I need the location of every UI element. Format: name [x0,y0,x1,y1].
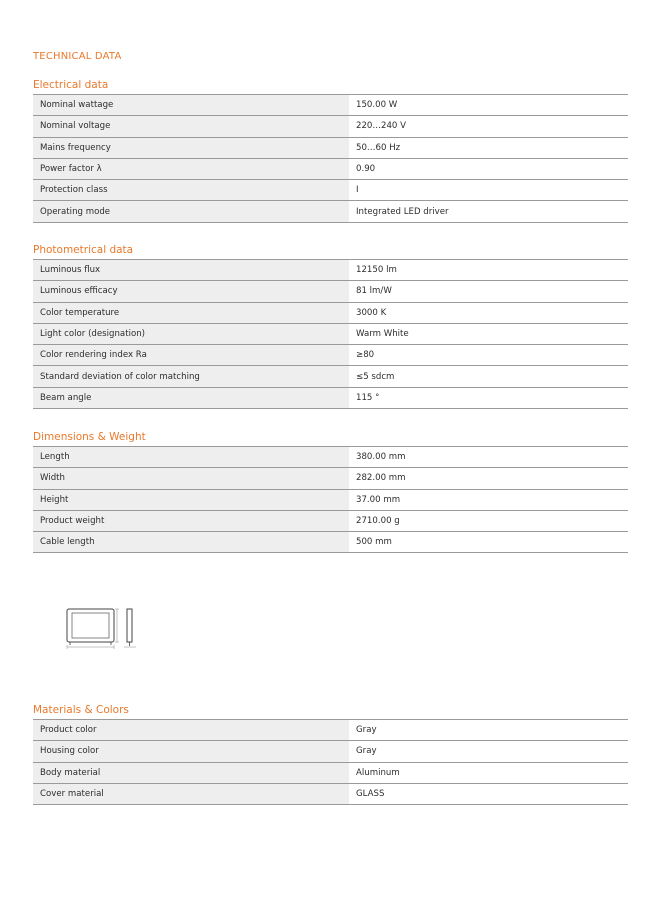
spec-label: Length [33,447,349,468]
spec-label: Mains frequency [33,137,349,158]
spec-value: 150.00 W [349,95,628,116]
spec-label: Nominal wattage [33,95,349,116]
table-row [33,95,628,116]
dimension-drawing [64,606,154,656]
spec-value: Warm White [349,323,628,344]
table-row [33,158,628,179]
section-title: Dimensions & Weight [33,431,146,443]
spec-value: Integrated LED driver [349,201,628,222]
section-photometrical [33,243,628,409]
table-row [33,783,628,804]
table-row [33,137,628,158]
spec-value: Aluminum [349,762,628,783]
table-row [33,387,628,408]
spec-value: ≤5 sdcm [349,366,628,387]
table-row [33,468,628,489]
spec-table [33,94,628,223]
spec-value: 220…240 V [349,116,628,137]
section-electrical [33,78,628,223]
spec-label: Luminous efficacy [33,281,349,302]
table-row [33,366,628,387]
section-title: Materials & Colors [33,704,129,716]
spec-value: 81 lm/W [349,281,628,302]
spec-label: Height [33,489,349,510]
spec-table [33,446,628,553]
table-row [33,281,628,302]
spec-label: Power factor λ [33,158,349,179]
table-row [33,260,628,281]
spec-label: Protection class [33,180,349,201]
table-row [33,510,628,531]
table-row [33,116,628,137]
spec-value: 500 mm [349,532,628,553]
table-row [33,201,628,222]
spec-label: Cable length [33,532,349,553]
spec-table [33,259,628,409]
table-row [33,345,628,366]
spec-value: 115 ° [349,387,628,408]
spec-label: Housing color [33,741,349,762]
spec-value: 3000 K [349,302,628,323]
table-row [33,720,628,741]
table-row [33,741,628,762]
spec-label: Width [33,468,349,489]
table-row [33,447,628,468]
spec-label: Luminous flux [33,260,349,281]
spec-value: 37.00 mm [349,489,628,510]
spec-label: Product color [33,720,349,741]
spec-value: 2710.00 g [349,510,628,531]
spec-label: Color temperature [33,302,349,323]
table-row [33,180,628,201]
spec-label: Body material [33,762,349,783]
spec-label: Cover material [33,783,349,804]
spec-label: Light color (designation) [33,323,349,344]
section-dimensions [33,430,628,553]
spec-label: Standard deviation of color matching [33,366,349,387]
spec-value: Gray [349,720,628,741]
floodlight-drawing-icon [64,606,154,652]
spec-label: Product weight [33,510,349,531]
spec-value: 50…60 Hz [349,137,628,158]
table-row [33,762,628,783]
section-materials [33,703,628,805]
spec-value: 282.00 mm [349,468,628,489]
spec-label: Beam angle [33,387,349,408]
section-title: Photometrical data [33,244,134,256]
spec-label: Operating mode [33,201,349,222]
page-title: TECHNICAL DATA [33,51,122,62]
table-row [33,532,628,553]
spec-label: Color rendering index Ra [33,345,349,366]
table-row [33,323,628,344]
spec-value: 0.90 [349,158,628,179]
spec-value: 380.00 mm [349,447,628,468]
spec-label: Nominal voltage [33,116,349,137]
spec-value: I [349,180,628,201]
spec-value: ≥80 [349,345,628,366]
spec-value: Gray [349,741,628,762]
section-title: Electrical data [33,79,109,91]
spec-value: 12150 lm [349,260,628,281]
spec-value: GLASS [349,783,628,804]
table-row [33,489,628,510]
table-row [33,302,628,323]
spec-table [33,719,628,805]
